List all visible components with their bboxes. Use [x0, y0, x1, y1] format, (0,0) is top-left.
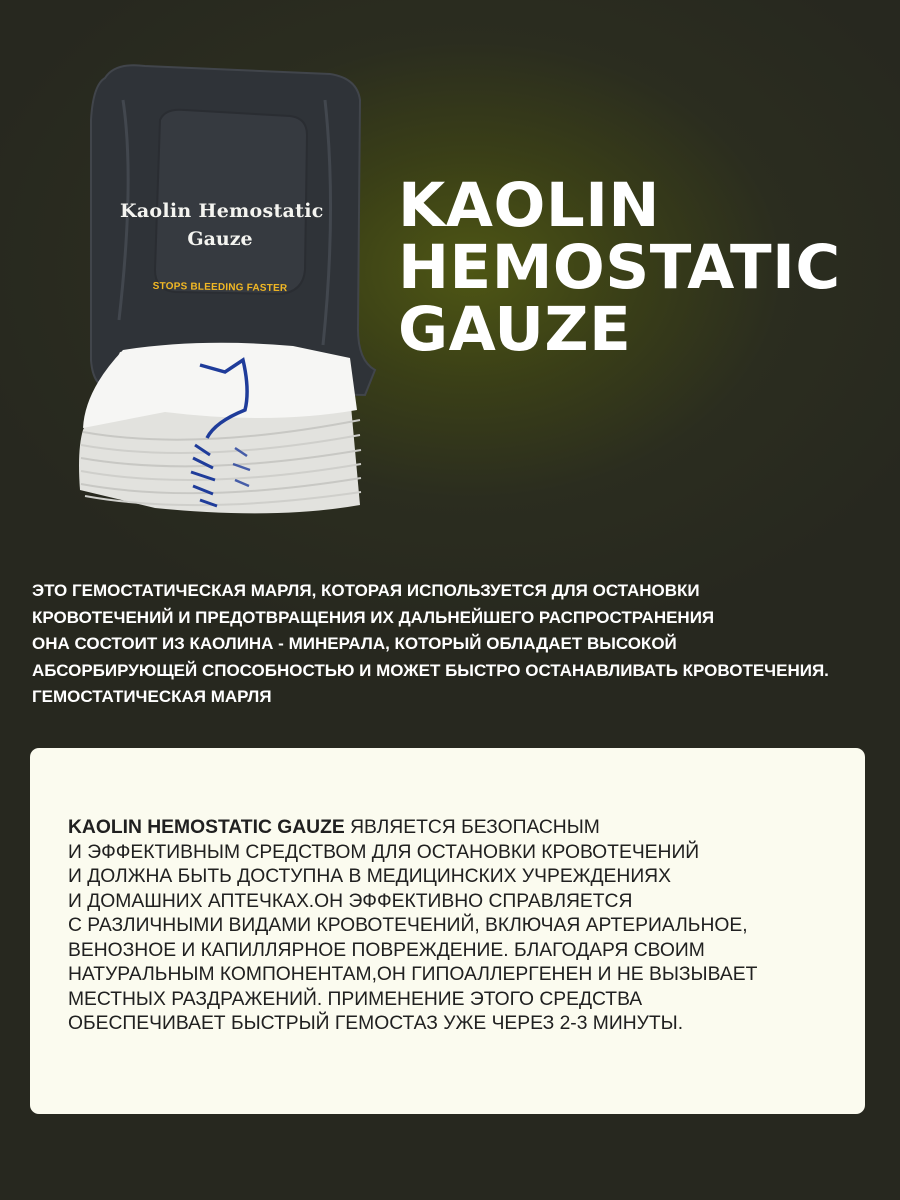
intro-line: КРОВОТЕЧЕНИЙ И ПРЕДОТВРАЩЕНИЯ ИХ ДАЛЬНЕЙШЕГО РАСПРОСТРАНЕНИЯ: [32, 607, 715, 627]
intro-line: АБСОРБИРУЮЩЕЙ СПОСОБНОСТЬЮ И МОЖЕТ БЫСТРО ОСТАНАВЛИВАТЬ КРОВОТЕЧЕНИЯ.: [32, 660, 829, 680]
info-card: [30, 748, 865, 1114]
product-title: [398, 170, 878, 365]
card-line: И ЭФФЕКТИВНЫМ СРЕДСТВОМ ДЛЯ ОСТАНОВКИ КРОВОТЕЧЕНИЙ: [68, 841, 700, 863]
card-line: ОБЕСПЕЧИВАЕТ БЫСТРЫЙ ГЕМОСТАЗ УЖЕ ЧЕРЕЗ 2-3 МИНУТЫ.: [68, 1013, 684, 1034]
card-line: НАТУРАЛЬНЫМ КОМПОНЕНТАМ,ОН ГИПОАЛЛЕРГЕНЕН И НЕ ВЫЗЫВАЕТ: [68, 964, 758, 985]
product-image: [75, 60, 385, 530]
gauze-package-illustration: [75, 60, 385, 530]
intro-description: [32, 578, 892, 711]
intro-line: ЭТО ГЕМОСТАТИЧЕСКАЯ МАРЛЯ, КОТОРАЯ ИСПОЛЬЗУЕТСЯ ДЛЯ ОСТАНОВКИ: [32, 581, 700, 600]
intro-line: ГЕМОСТАТИЧЕСКАЯ МАРЛЯ: [32, 687, 272, 706]
card-line: И ДОЛЖНА БЫТЬ ДОСТУПНА В МЕДИЦИНСКИХ УЧРЕЖДЕНИЯХ: [68, 866, 671, 887]
package-title-line1: Kaolin Hemostatic: [120, 200, 324, 222]
card-first-line-text: ЯВЛЯЕТСЯ БЕЗОПАСНЫМ: [344, 817, 600, 838]
card-line: МЕСТНЫХ РАЗДРАЖЕНИЙ. ПРИМЕНЕНИЕ ЭТОГО СРЕДСТВА: [68, 988, 643, 1010]
card-brand-name: KAOLIN HEMOSTATIC GAUZE: [68, 817, 345, 838]
card-line: И ДОМАШНИХ АПТЕЧКАХ.ОН ЭФФЕКТИВНО СПРАВЛЯЕТСЯ: [68, 890, 633, 912]
card-line: ВЕНОЗНОЕ И КАПИЛЛЯРНОЕ ПОВРЕЖДЕНИЕ. БЛАГОДАРЯ СВОИМ: [68, 939, 705, 961]
title-line: HEMOSTATIC: [398, 232, 841, 303]
info-card-text: [68, 816, 858, 1037]
card-line: С РАЗЛИЧНЫМИ ВИДАМИ КРОВОТЕЧЕНИЙ, ВКЛЮЧАЯ АРТЕРИАЛЬНОЕ,: [68, 915, 748, 936]
package-title-line2: Gauze: [187, 228, 253, 250]
intro-line: ОНА СОСТОИТ ИЗ КАОЛИНА - МИНЕРАЛА, КОТОРЫЙ ОБЛАДАЕТ ВЫСОКОЙ: [32, 634, 677, 653]
card-line: [68, 816, 858, 841]
gauze-stack: [79, 343, 361, 514]
title-line: KAOLIN: [398, 170, 660, 241]
title-line: GAUZE: [398, 294, 632, 365]
package-tagline: STOPS BLEEDING FASTER: [152, 280, 288, 295]
